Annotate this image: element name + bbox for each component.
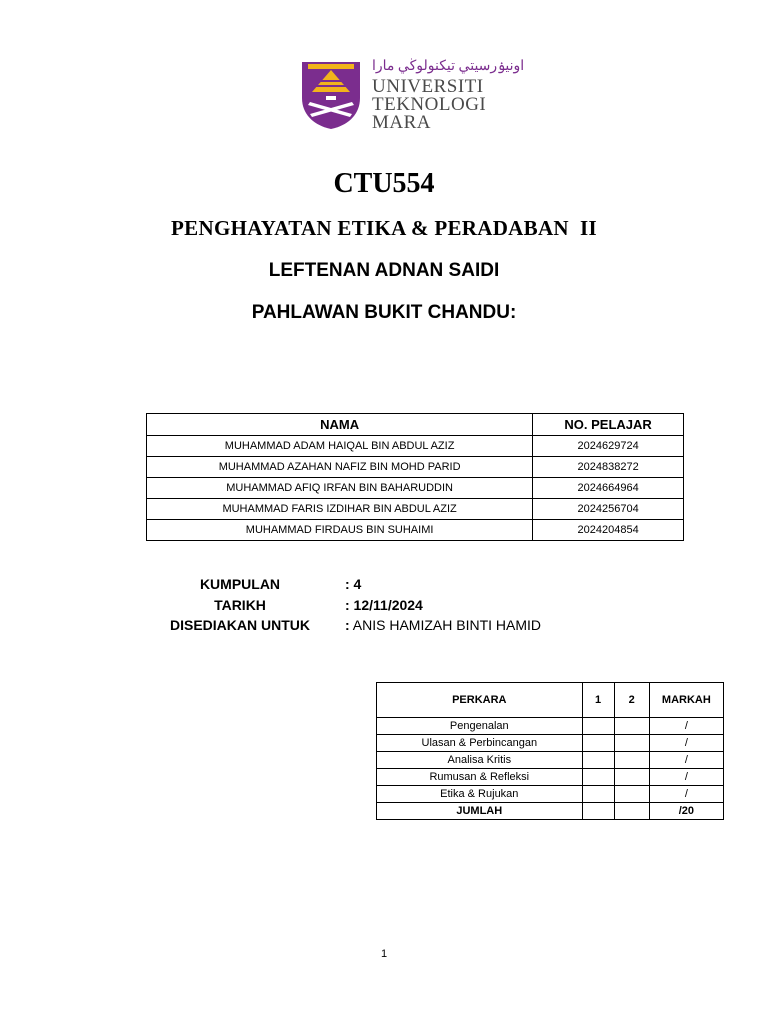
table-row	[377, 752, 724, 769]
criteria-name: Pengenalan	[377, 718, 583, 735]
markah-cell: /	[649, 786, 723, 803]
header-nama: NAMA	[147, 414, 533, 436]
criteria-name: Ulasan & Perbincangan	[377, 735, 583, 752]
member-name: MUHAMMAD FIRDAUS BIN SUHAIMI	[147, 520, 533, 541]
table-row	[147, 478, 684, 499]
date-label: TARIKH	[214, 597, 266, 613]
member-id: 2024664964	[533, 478, 684, 499]
table-row	[377, 735, 724, 752]
member-name: MUHAMMAD AZAHAN NAFIZ BIN MOHD PARID	[147, 457, 533, 478]
topic-subtitle: PAHLAWAN BUKIT CHANDU:	[251, 302, 517, 323]
markah-cell: /	[649, 769, 723, 786]
member-name: MUHAMMAD AFIQ IRFAN BIN BAHARUDDIN	[147, 478, 533, 499]
markah-cell: /	[649, 718, 723, 735]
course-code: CTU554	[333, 168, 435, 199]
score-2-cell	[614, 735, 649, 752]
date-value: : 12/11/2024	[345, 597, 423, 613]
table-row	[147, 457, 684, 478]
member-id: 2024838272	[533, 457, 684, 478]
score-1-cell	[582, 752, 614, 769]
total-markah-cell: /20	[649, 803, 723, 820]
total-label: JUMLAH	[377, 803, 583, 820]
group-value: : 4	[345, 576, 362, 592]
uitm-crest-icon	[300, 58, 362, 130]
member-id: 2024204854	[533, 520, 684, 541]
group-label: KUMPULAN	[199, 576, 281, 592]
score-1-cell	[582, 786, 614, 803]
total-score-1-cell	[582, 803, 614, 820]
prepared-for-colon: :	[345, 617, 350, 633]
score-1-cell	[582, 735, 614, 752]
member-id: 2024629724	[533, 436, 684, 457]
table-row	[147, 499, 684, 520]
prepared-for-name: ANIS HAMIZAH BINTI HAMID	[352, 617, 542, 633]
prepared-for-value	[345, 617, 541, 633]
score-2-cell	[614, 769, 649, 786]
logo-line-mara: MARA	[372, 112, 432, 133]
course-name: PENGHAYATAN ETIKA & PERADABAN II	[171, 216, 597, 240]
header-perkara: PERKARA	[377, 683, 583, 718]
header-no-pelajar: NO. PELAJAR	[533, 414, 684, 436]
logo-line-teknologi: TEKNOLOGI	[372, 94, 487, 115]
page-number: 1	[380, 948, 388, 960]
header-markah: MARKAH	[649, 683, 723, 718]
header-col-1: 1	[582, 683, 614, 718]
markah-cell: /	[649, 752, 723, 769]
score-1-cell	[582, 718, 614, 735]
member-name: MUHAMMAD FARIS IZDIHAR BIN ABDUL AZIZ	[147, 499, 533, 520]
table-row	[147, 436, 684, 457]
marks-table	[376, 682, 724, 820]
table-row	[147, 520, 684, 541]
prepared-for-label: DISEDIAKAN UNTUK	[170, 617, 310, 633]
logo-jawi-text: اونيۏرسيتي تيكنولوڬي مارا	[372, 59, 525, 74]
table-row	[377, 786, 724, 803]
members-header-row	[147, 414, 684, 436]
member-name: MUHAMMAD ADAM HAIQAL BIN ABDUL AZIZ	[147, 436, 533, 457]
criteria-name: Rumusan & Refleksi	[377, 769, 583, 786]
uitm-logo	[300, 58, 525, 133]
criteria-name: Etika & Rujukan	[377, 786, 583, 803]
marks-header-row	[377, 683, 724, 718]
criteria-name: Analisa Kritis	[377, 752, 583, 769]
total-score-2-cell	[614, 803, 649, 820]
logo-line-universiti: UNIVERSITI	[372, 76, 484, 97]
members-table	[146, 413, 684, 541]
score-2-cell	[614, 718, 649, 735]
score-2-cell	[614, 786, 649, 803]
member-id: 2024256704	[533, 499, 684, 520]
total-row	[377, 803, 724, 820]
table-row	[377, 718, 724, 735]
topic-title: LEFTENAN ADNAN SAIDI	[268, 260, 500, 281]
score-2-cell	[614, 752, 649, 769]
score-1-cell	[582, 769, 614, 786]
markah-cell: /	[649, 735, 723, 752]
table-row	[377, 769, 724, 786]
header-col-2: 2	[614, 683, 649, 718]
